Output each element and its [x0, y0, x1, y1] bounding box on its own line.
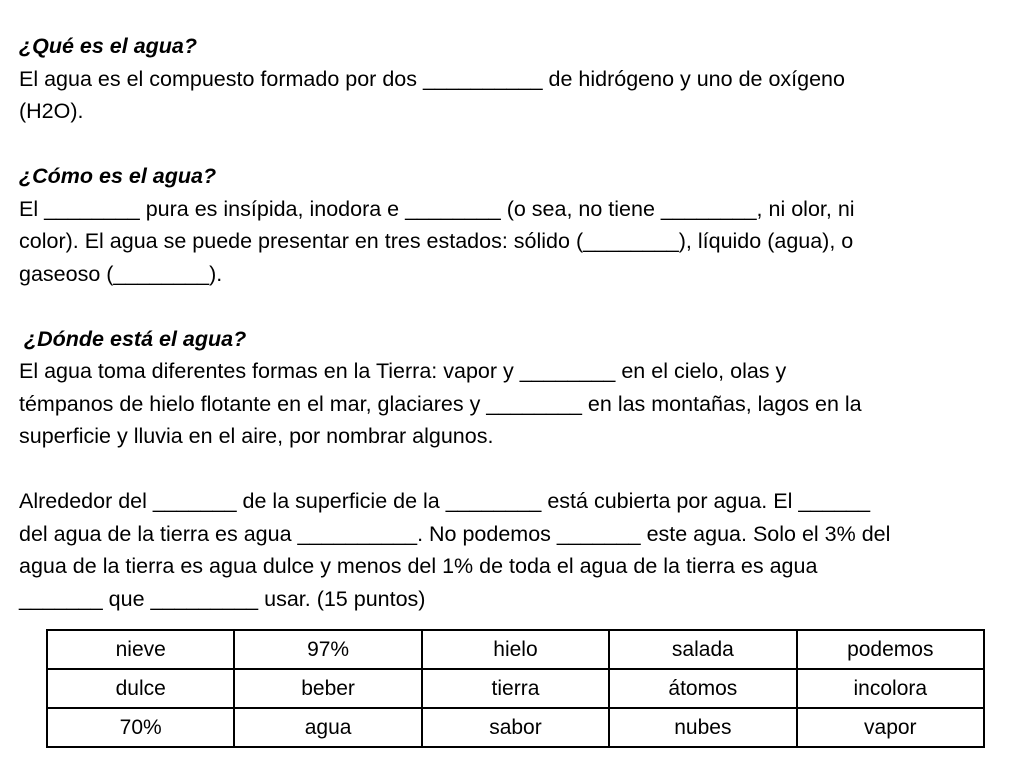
word-cell: beber [234, 669, 421, 708]
word-cell: nubes [609, 708, 796, 747]
word-cell: 70% [47, 708, 234, 747]
text-line: El agua toma diferentes formas en la Tierra: vapor y ________ en el cielo, olas y [19, 359, 787, 383]
word-bank-table [46, 629, 985, 748]
spacer [19, 128, 1009, 161]
word-cell: salada [609, 630, 796, 669]
text-line: témpanos de hielo flotante en el mar, glaciares y ________ en las montañas, lagos en la [19, 391, 862, 416]
word-cell: agua [234, 708, 421, 747]
table-row [47, 669, 984, 708]
table-row [47, 630, 984, 669]
text-line: El agua es el compuesto formado por dos __________ de hidrógeno y uno de oxígeno [19, 66, 845, 91]
worksheet-text [19, 30, 1009, 615]
text-line: color). El agua se puede presentar en tres estados: sólido (________), líquido (agua), o [19, 229, 854, 253]
word-cell: átomos [609, 669, 796, 708]
heading-que-es-el-agua: ¿Qué es el agua? [19, 34, 198, 58]
word-cell: dulce [47, 669, 234, 708]
text-line: _______ que _________ usar. (15 puntos) [19, 586, 426, 611]
table-row [47, 708, 984, 747]
word-cell: vapor [797, 708, 984, 747]
spacer [19, 453, 1009, 486]
text-line: agua de la tierra es agua dulce y menos del 1% de toda el agua de la tierra es agua [19, 554, 818, 578]
spacer [19, 290, 1009, 323]
text-line: El ________ pura es insípida, inodora e ________ (o sea, no tiene ________, ni olor, ni [19, 196, 855, 221]
heading-como-es-el-agua: ¿Cómo es el agua? [19, 164, 217, 188]
word-cell: nieve [47, 630, 234, 669]
text-line: del agua de la tierra es agua __________. No podemos _______ este agua. Solo el 3% del [19, 521, 891, 546]
text-line: gaseoso (________). [19, 261, 223, 286]
word-cell: sabor [422, 708, 609, 747]
text-line: superficie y lluvia en el aire, por nombrar algunos. [19, 424, 494, 448]
heading-donde-esta-el-agua: ¿Dónde está el agua? [24, 326, 247, 351]
word-cell: tierra [422, 669, 609, 708]
text-line: (H2O). [19, 99, 84, 123]
word-cell: podemos [797, 630, 984, 669]
word-cell: hielo [422, 630, 609, 669]
word-cell: 97% [234, 630, 421, 669]
word-cell: incolora [797, 669, 984, 708]
text-line: Alrededor del _______ de la superficie de la ________ está cubierta por agua. El ______ [19, 489, 871, 513]
